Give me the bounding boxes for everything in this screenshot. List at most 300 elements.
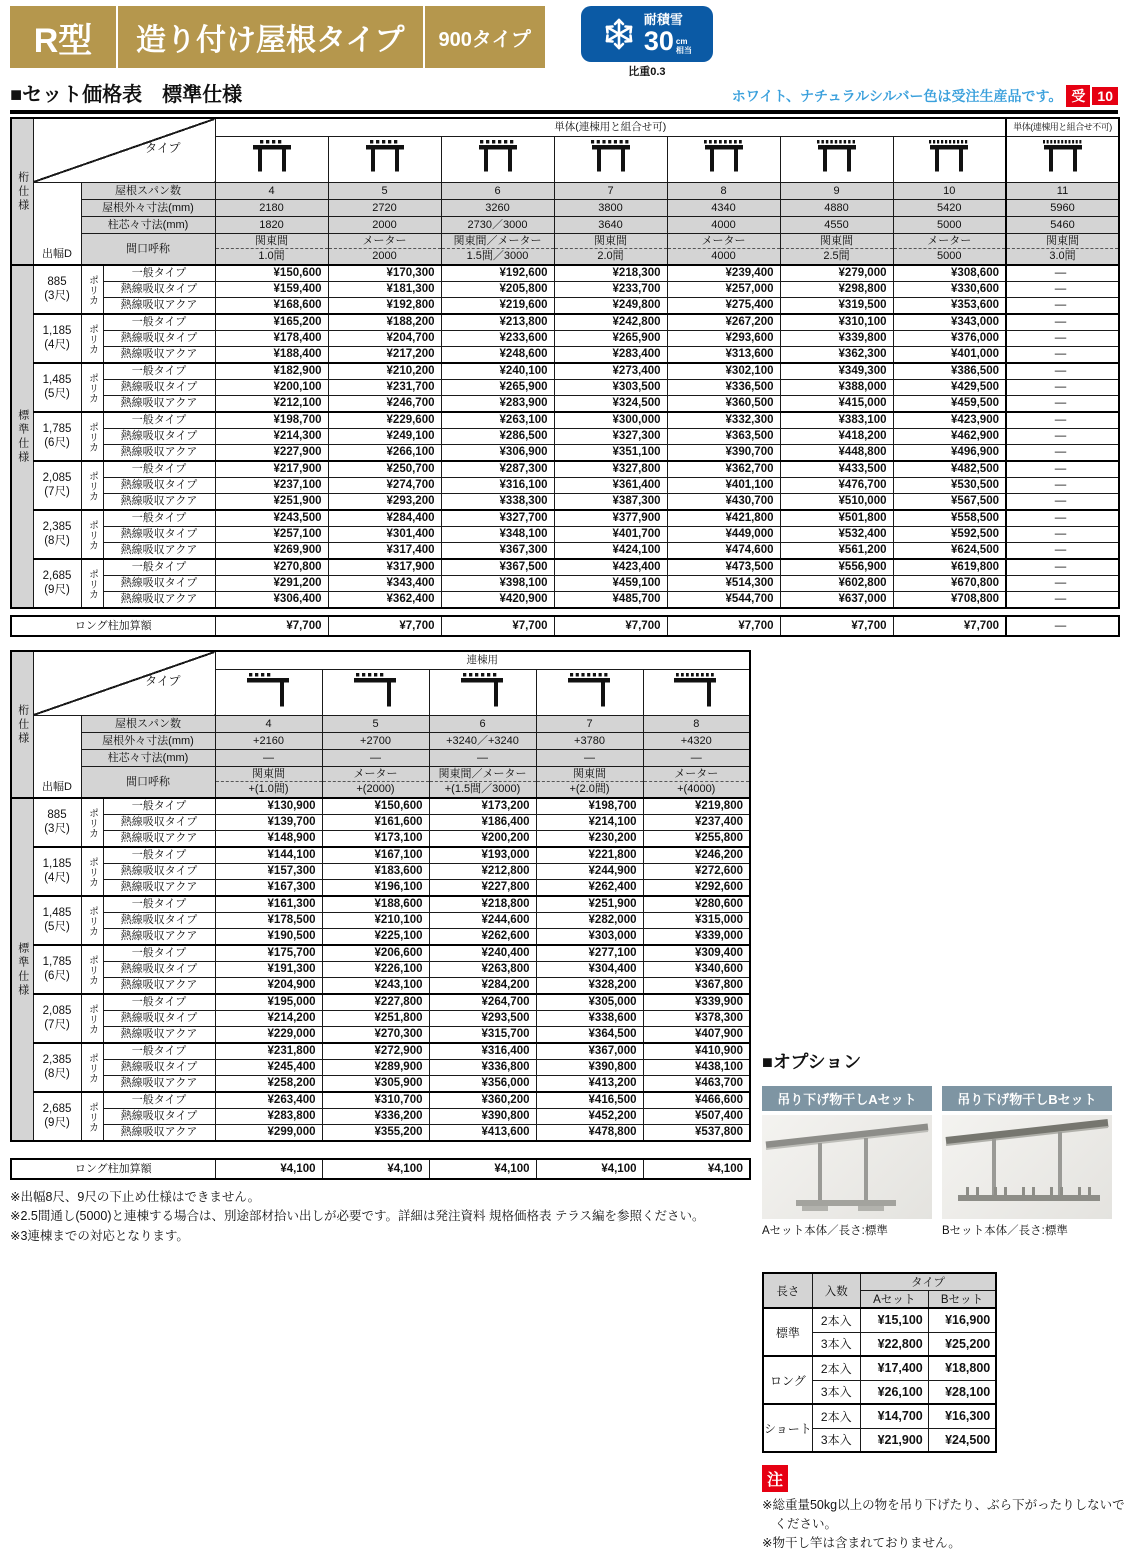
price-cell: ¥340,600 [643, 962, 750, 978]
header-value: 7 [536, 716, 643, 733]
price-cell: — [1006, 412, 1119, 429]
price-cell: ¥255,800 [643, 831, 750, 848]
panel-type-label: 熱線吸収タイプ [103, 1011, 215, 1027]
opening-size: +(4000) [644, 782, 750, 797]
price-cell: ¥401,100 [667, 478, 780, 494]
price-cell: ¥165,200 [215, 314, 328, 331]
price-cell: ¥227,800 [322, 994, 429, 1011]
price-row [11, 510, 1119, 527]
price-cell: ¥317,900 [328, 559, 441, 576]
corner-depth-cell [33, 716, 81, 799]
footnotes [10, 1188, 750, 1246]
snow-badge-text [644, 13, 692, 55]
roof-profile-icon [566, 670, 614, 710]
price-cell: ¥269,900 [215, 543, 328, 560]
price-cell: ¥16,300 [928, 1404, 996, 1428]
price-cell: ¥299,000 [215, 1125, 322, 1142]
price-row [11, 265, 1119, 282]
price-cell: ¥157,300 [215, 864, 322, 880]
header-value: 5 [322, 716, 429, 733]
price-cell: ¥178,400 [215, 331, 328, 347]
panel-type-label: 熱線吸収アクア [103, 445, 215, 462]
price-cell: ¥476,700 [780, 478, 893, 494]
depth-size: 885 [36, 809, 79, 822]
price-row [11, 880, 750, 897]
price-cell: ¥367,500 [441, 559, 554, 576]
header-value: 4880 [780, 200, 893, 217]
long-pillar-label: ロング柱加算額 [11, 616, 215, 636]
price-cell: ¥305,000 [536, 994, 643, 1011]
depth-shaku: (9尺) [36, 584, 79, 597]
price-cell: ¥144,100 [215, 847, 322, 864]
panel-type-label: 熱線吸収アクア [103, 592, 215, 609]
length-label: 標準 [763, 1308, 812, 1356]
panel-type-label: 一般タイプ [103, 559, 215, 576]
footnote: ※2.5間通し(5000)と連棟する場合は、別途部材拾い出しが必要です。詳細は発注資料 規格価格表 テラス編を参照ください。 [10, 1207, 750, 1226]
header-value: 4000 [667, 217, 780, 234]
price-cell: ¥246,200 [643, 847, 750, 864]
header-value: — [429, 750, 536, 767]
price-cell: ¥229,000 [215, 1027, 322, 1044]
price-cell: ¥413,200 [536, 1076, 643, 1093]
corner-depth-cell [33, 183, 81, 266]
price-row [11, 1043, 750, 1060]
price-cell: ¥250,700 [328, 461, 441, 478]
snow-label: 耐積雪 [644, 13, 683, 26]
price-cell: ¥367,300 [441, 543, 554, 560]
opening-name: 関東間 [555, 234, 667, 249]
order-production-badge: 受 [1066, 85, 1090, 107]
roof-icon-cell [780, 137, 893, 183]
price-cell: ¥249,100 [328, 429, 441, 445]
price-cell: — [1006, 494, 1119, 511]
header-row [11, 183, 1119, 200]
price-cell: ¥168,600 [215, 298, 328, 315]
opening-name: 関東間 [1007, 234, 1118, 249]
roof-icon-cell [667, 137, 780, 183]
product-photo-b-set [942, 1115, 1112, 1219]
roof-icon-cell [322, 670, 429, 716]
row-header: 屋根スパン数 [81, 183, 215, 200]
long-pillar-price: ¥7,700 [893, 616, 1006, 636]
price-cell: ¥251,900 [215, 494, 328, 511]
price-cell: ¥353,600 [893, 298, 1006, 315]
panel-type-label: 熱線吸収アクア [103, 929, 215, 946]
price-cell: ¥150,600 [215, 265, 328, 282]
price-cell: ¥263,400 [215, 1092, 322, 1109]
price-cell: ¥407,900 [643, 1027, 750, 1044]
long-pillar-price: ¥4,100 [322, 1159, 429, 1179]
price-cell: ¥316,400 [429, 1043, 536, 1060]
price-cell: ¥291,200 [215, 576, 328, 592]
price-cell: ¥196,100 [322, 880, 429, 897]
polycarbonate-label: ポリカ [81, 896, 103, 945]
long-pillar-row1-mount [10, 615, 1128, 637]
col-aset-header: Aセット [860, 1291, 928, 1309]
price-cell: ¥198,700 [536, 798, 643, 815]
header-row [11, 118, 1119, 137]
opening-size: 5000 [894, 249, 1006, 264]
table-row [763, 1404, 996, 1428]
price-cell: ¥388,000 [780, 380, 893, 396]
price-row [11, 592, 1119, 609]
panel-type-label: 熱線吸収タイプ [103, 380, 215, 396]
price-cell: ¥16,900 [928, 1308, 996, 1332]
panel-type-label: 熱線吸収タイプ [103, 527, 215, 543]
price-cell: ¥561,200 [780, 543, 893, 560]
price-cell: ¥273,400 [554, 363, 667, 380]
header-value: 11 [1006, 183, 1119, 200]
price-cell: ¥327,300 [554, 429, 667, 445]
price-row [11, 1011, 750, 1027]
caution-note: ※総重量50kg以上の物を吊り下げたり、ぶら下がったりしないでください。 [762, 1496, 1128, 1534]
depth-shaku: (4尺) [36, 872, 79, 885]
header-value: 1820 [215, 217, 328, 234]
price-cell: ¥237,100 [215, 478, 328, 494]
price-cell: ¥351,100 [554, 445, 667, 462]
panel-type-label: 熱線吸収アクア [103, 396, 215, 413]
price-cell: ¥231,700 [328, 380, 441, 396]
header-value: 3260 [441, 200, 554, 217]
price-row [11, 913, 750, 929]
price-cell: ¥315,000 [643, 913, 750, 929]
header-value: 5420 [893, 200, 1006, 217]
panel-type-label: 熱線吸収アクア [103, 543, 215, 560]
price-cell: ¥263,800 [429, 962, 536, 978]
roof-icon-cell [328, 137, 441, 183]
roof-profile-icon [813, 137, 861, 177]
price-row [11, 478, 1119, 494]
price-row [11, 929, 750, 946]
price-cell: ¥15,100 [860, 1308, 928, 1332]
snow-badge-box [581, 6, 713, 62]
long-pillar-price: ¥7,700 [215, 616, 328, 636]
count-label: 2本入 [812, 1356, 860, 1380]
price-cell: ¥230,200 [536, 831, 643, 848]
price-row [11, 994, 750, 1011]
panel-type-label: 熱線吸収アクア [103, 880, 215, 897]
price-cell: ¥390,800 [536, 1060, 643, 1076]
row-header: 柱芯々寸法(mm) [81, 217, 215, 234]
snowflake-icon [602, 17, 636, 51]
price-cell: ¥624,500 [893, 543, 1006, 560]
depth-size: 2,385 [36, 521, 79, 534]
price-cell: ¥544,700 [667, 592, 780, 609]
opening-size: 2000 [329, 249, 441, 264]
price-cell: ¥159,400 [215, 282, 328, 298]
depth-size: 2,685 [36, 1103, 79, 1116]
count-label: 2本入 [812, 1404, 860, 1428]
product-photo-a-set [762, 1115, 932, 1219]
price-cell: ¥227,800 [429, 880, 536, 897]
price-cell: ¥330,600 [893, 282, 1006, 298]
polycarbonate-label: ポリカ [81, 994, 103, 1043]
depth-corner-label: 出幅D [36, 247, 79, 264]
price-cell: ¥284,400 [328, 510, 441, 527]
panel-type-label: 熱線吸収タイプ [103, 429, 215, 445]
price-cell: ¥287,300 [441, 461, 554, 478]
price-cell: ¥514,300 [667, 576, 780, 592]
header-row [11, 200, 1119, 217]
price-cell: — [1006, 282, 1119, 298]
header-value: 5960 [1006, 200, 1119, 217]
panel-type-label: 熱線吸収アクア [103, 298, 215, 315]
roof-icon-cell [536, 670, 643, 716]
opening-cell [780, 234, 893, 266]
price-cell: ¥289,900 [322, 1060, 429, 1076]
price-cell: ¥708,800 [893, 592, 1006, 609]
price-cell: ¥339,000 [643, 929, 750, 946]
header-value: 7 [554, 183, 667, 200]
price-cell: ¥430,700 [667, 494, 780, 511]
price-cell: ¥306,900 [441, 445, 554, 462]
price-cell: ¥423,900 [893, 412, 1006, 429]
price-cell: ¥237,400 [643, 815, 750, 831]
price-cell: — [1006, 396, 1119, 413]
price-cell: ¥219,800 [643, 798, 750, 815]
price-cell: ¥267,200 [667, 314, 780, 331]
price-cell: ¥264,700 [429, 994, 536, 1011]
price-cell: ¥303,000 [536, 929, 643, 946]
roof-icon-cell [554, 137, 667, 183]
col-bset-header: Bセット [928, 1291, 996, 1309]
price-cell: ¥188,200 [328, 314, 441, 331]
panel-type-label: 一般タイプ [103, 847, 215, 864]
opening-name: メーター [329, 234, 441, 249]
opening-size: 3.0間 [1007, 249, 1118, 264]
header-value: 2000 [328, 217, 441, 234]
panel-type-label: 一般タイプ [103, 798, 215, 815]
price-row [11, 864, 750, 880]
panel-type-label: 熱線吸収タイプ [103, 913, 215, 929]
price-cell: ¥217,900 [215, 461, 328, 478]
roof-icon-cell [441, 137, 554, 183]
row-header: 間口呼称 [81, 767, 215, 799]
depth-size: 1,485 [36, 374, 79, 387]
top-banner [10, 6, 1128, 74]
opening-cell [215, 767, 322, 799]
price-cell: ¥364,500 [536, 1027, 643, 1044]
price-row [11, 1060, 750, 1076]
price-cell: ¥556,900 [780, 559, 893, 576]
panel-type-label: 一般タイプ [103, 896, 215, 913]
header-value: 10 [893, 183, 1006, 200]
price-cell: ¥240,100 [441, 363, 554, 380]
price-cell: ¥283,800 [215, 1109, 322, 1125]
price-cell: ¥173,100 [322, 831, 429, 848]
price-cell: ¥459,100 [554, 576, 667, 592]
price-cell: ¥478,800 [536, 1125, 643, 1142]
price-cell: ¥423,400 [554, 559, 667, 576]
price-cell: ¥280,600 [643, 896, 750, 913]
header-value: — [215, 750, 322, 767]
price-cell: ¥173,200 [429, 798, 536, 815]
footnote: ※出幅8尺、9尺の下止め仕様はできません。 [10, 1188, 750, 1207]
opening-size: 2.5間 [781, 249, 893, 264]
snow-unit: cm [676, 37, 692, 46]
price-cell: ¥367,000 [536, 1043, 643, 1060]
set-price-table-renketsu [10, 650, 751, 1142]
price-cell: ¥14,700 [860, 1404, 928, 1428]
price-cell: — [1006, 363, 1119, 380]
option-b-caption: Bセット本体／長さ:標準 [942, 1222, 1112, 1238]
panel-type-label: 一般タイプ [103, 1043, 215, 1060]
depth-size: 2,085 [36, 472, 79, 485]
depth-shaku: (8尺) [36, 1068, 79, 1081]
opening-name: メーター [644, 767, 750, 782]
price-cell: ¥401,700 [554, 527, 667, 543]
price-row [11, 314, 1119, 331]
group-header-noncombinable: 単体(連棟用と組合せ不可) [1006, 118, 1119, 137]
option-b-label: 吊り下げ物干しBセット [942, 1086, 1112, 1111]
price-cell: ¥257,000 [667, 282, 780, 298]
price-cell: ¥433,500 [780, 461, 893, 478]
header-value: 5 [328, 183, 441, 200]
price-cell: ¥218,800 [429, 896, 536, 913]
opening-name: 関東間 [216, 767, 322, 782]
depth-corner-label: 出幅D [36, 780, 79, 797]
opening-size: 1.0間 [216, 249, 328, 264]
price-cell: ¥501,800 [780, 510, 893, 527]
price-cell: ¥272,900 [322, 1043, 429, 1060]
price-cell: ¥306,400 [215, 592, 328, 609]
depth-shaku: (4尺) [36, 339, 79, 352]
roof-icon-cell [215, 670, 322, 716]
count-label: 3本入 [812, 1332, 860, 1356]
header-value: 9 [780, 183, 893, 200]
long-pillar-row [11, 1159, 750, 1179]
col-length-header: 長さ [763, 1273, 812, 1308]
price-cell: ¥239,400 [667, 265, 780, 282]
price-cell: ¥231,800 [215, 1043, 322, 1060]
price-cell: ¥24,500 [928, 1428, 996, 1452]
price-cell: ¥195,000 [215, 994, 322, 1011]
price-cell: ¥348,100 [441, 527, 554, 543]
price-cell: ¥263,100 [441, 412, 554, 429]
panel-type-label: 熱線吸収タイプ [103, 282, 215, 298]
price-cell: ¥214,100 [536, 815, 643, 831]
header-value: 4550 [780, 217, 893, 234]
price-cell: ¥212,800 [429, 864, 536, 880]
long-pillar-row [11, 616, 1119, 636]
header-value: 3800 [554, 200, 667, 217]
price-cell: ¥18,800 [928, 1356, 996, 1380]
price-cell: ¥282,000 [536, 913, 643, 929]
price-cell: ¥212,100 [215, 396, 328, 413]
price-cell: ¥310,100 [780, 314, 893, 331]
price-cell: ¥17,400 [860, 1356, 928, 1380]
price-cell: ¥130,900 [215, 798, 322, 815]
price-cell: ¥338,300 [441, 494, 554, 511]
price-cell: — [1006, 265, 1119, 282]
price-cell: ¥301,400 [328, 527, 441, 543]
price-cell: ¥214,200 [215, 1011, 322, 1027]
polycarbonate-label: ポリカ [81, 461, 103, 510]
price-cell: ¥283,900 [441, 396, 554, 413]
price-cell: ¥262,600 [429, 929, 536, 946]
price-cell: ¥507,400 [643, 1109, 750, 1125]
section-title: ■セット価格表 標準仕様 [10, 78, 242, 107]
long-pillar-price: ¥7,700 [667, 616, 780, 636]
long-pillar-price: — [1006, 616, 1119, 636]
opening-cell [441, 234, 554, 266]
panel-type-label: 熱線吸収タイプ [103, 1060, 215, 1076]
type-corner-cell [33, 651, 215, 716]
price-cell: ¥272,600 [643, 864, 750, 880]
price-cell: ¥167,100 [322, 847, 429, 864]
depth-cell [33, 798, 81, 847]
opening-cell [322, 767, 429, 799]
price-cell: ¥336,200 [322, 1109, 429, 1125]
price-cell: — [1006, 380, 1119, 396]
opening-name: 関東間／メーター [442, 234, 554, 249]
depth-size: 2,685 [36, 570, 79, 583]
roof-profile-icon [459, 670, 507, 710]
price-cell: ¥251,800 [322, 1011, 429, 1027]
price-cell: ¥315,700 [429, 1027, 536, 1044]
price-cell: ¥225,100 [322, 929, 429, 946]
price-cell: — [1006, 429, 1119, 445]
header-value: +2700 [322, 733, 429, 750]
header-value: 8 [667, 183, 780, 200]
price-cell: — [1006, 461, 1119, 478]
price-cell: ¥161,300 [215, 896, 322, 913]
opening-name: 関東間／メーター [430, 767, 536, 782]
depth-cell [33, 994, 81, 1043]
price-cell: ¥362,300 [780, 347, 893, 364]
price-row [11, 298, 1119, 315]
price-cell: — [1006, 510, 1119, 527]
long-pillar-price: ¥7,700 [780, 616, 893, 636]
long-pillar-label: ロング柱加算額 [11, 1159, 215, 1179]
price-row [11, 576, 1119, 592]
price-cell: ¥219,600 [441, 298, 554, 315]
price-cell: ¥210,200 [328, 363, 441, 380]
price-cell: ¥482,500 [893, 461, 1006, 478]
panel-type-label: 熱線吸収アクア [103, 1027, 215, 1044]
price-cell: ¥243,500 [215, 510, 328, 527]
production-note: ホワイト、ナチュラルシルバー色は受注生産品です。 [732, 86, 1063, 106]
price-cell: ¥274,700 [328, 478, 441, 494]
opening-cell [554, 234, 667, 266]
snow-unit2: 相当 [676, 46, 692, 55]
long-pillar-price: ¥7,700 [554, 616, 667, 636]
price-cell: ¥200,200 [429, 831, 536, 848]
depth-shaku: (3尺) [36, 290, 79, 303]
price-row [11, 559, 1119, 576]
price-cell: ¥248,600 [441, 347, 554, 364]
options-price-table [762, 1272, 997, 1453]
price-cell: ¥292,600 [643, 880, 750, 897]
long-pillar-price: ¥4,100 [215, 1159, 322, 1179]
price-cell: ¥448,800 [780, 445, 893, 462]
options-section [762, 1048, 1128, 1552]
price-cell: ¥206,600 [322, 945, 429, 962]
depth-size: 2,385 [36, 1054, 79, 1067]
header-row [11, 716, 750, 733]
count-label: 3本入 [812, 1380, 860, 1404]
header-value: 4 [215, 716, 322, 733]
production-note-row [732, 85, 1118, 107]
price-cell: ¥309,400 [643, 945, 750, 962]
panel-type-label: 熱線吸収タイプ [103, 478, 215, 494]
header-value: — [643, 750, 750, 767]
header-value: 5000 [893, 217, 1006, 234]
price-cell: ¥175,700 [215, 945, 322, 962]
price-cell: — [1006, 347, 1119, 364]
price-cell: ¥227,900 [215, 445, 328, 462]
polycarbonate-label: ポリカ [81, 559, 103, 608]
